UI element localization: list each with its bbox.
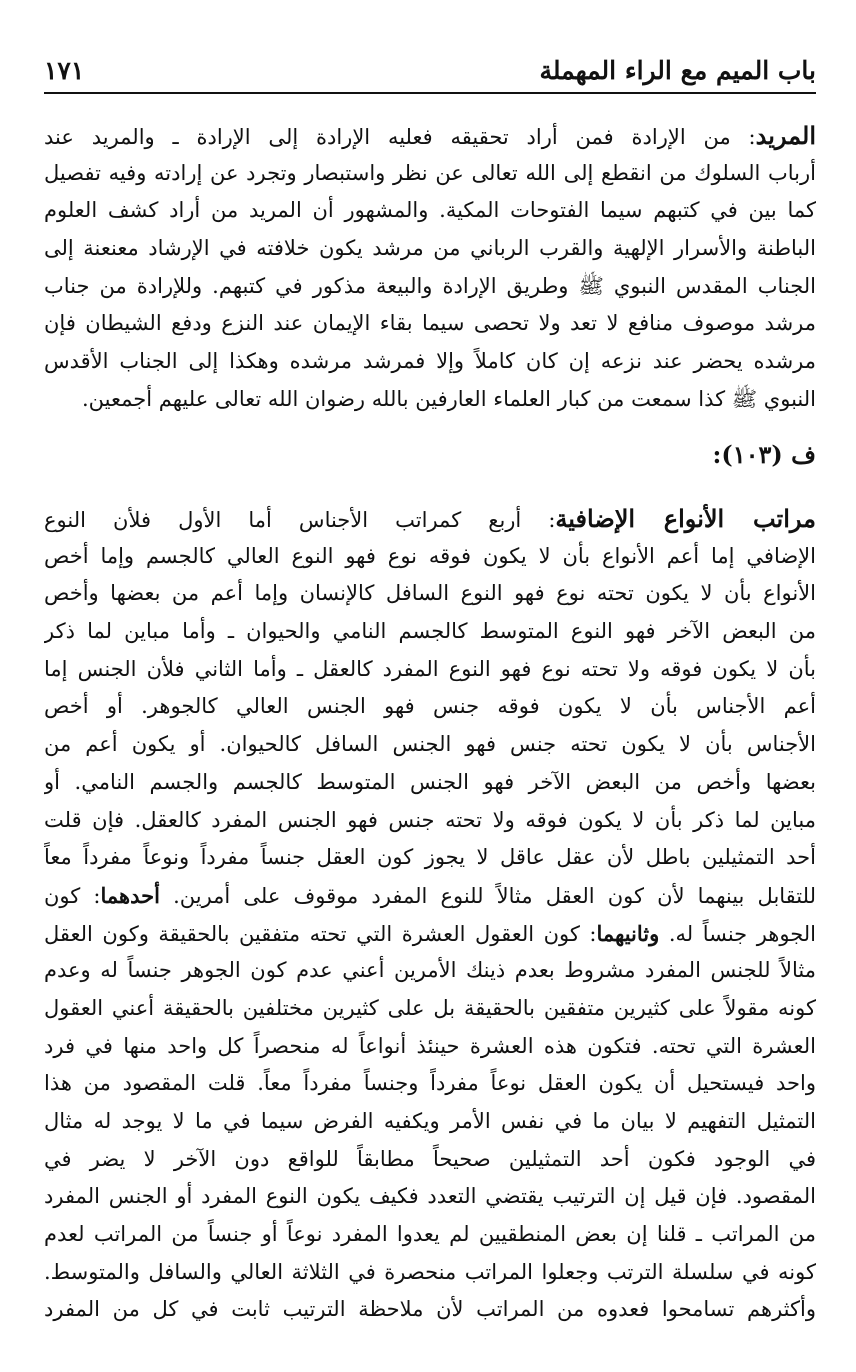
- text-line: أحد التمثيلين باطل لأن عقل عاقل لا يجوز كون العقل جنساً مفرداً ونوعاً مفرداً معاً: [44, 845, 816, 870]
- text-line: من المراتب ـ قلنا إن بعض المنطقيين لم يعدوا المفرد نوعاً أو جنساً من المراتب لعدم: [44, 1222, 816, 1247]
- text-line: كونه في سلسلة الترتب وجعلوا المراتب منحصرة في الثلاثة العالي والسافل والمتوسط.: [44, 1259, 816, 1284]
- entry-text: : كون: [44, 883, 101, 908]
- page-number: ١٧١: [44, 56, 85, 85]
- text-line: الأنواع بأن لا يكون تحته نوع فهو النوع السافل كالإنسان وإما أعم من بعضها وأخص: [44, 581, 816, 606]
- text-line: العشرة التي تحته. فتكون هذه العشرة حينئذ أنواعاً له منحصراً كل واحد منها في فرد: [44, 1033, 816, 1058]
- entry-maratib: [44, 500, 816, 1329]
- text-line: مرشده يحضر عند نزعه إن كان كاملاً وإلا فمرشد مرشده وهكذا إلى الجناب الأقدس: [44, 349, 816, 374]
- text-line: [44, 117, 816, 155]
- text-line: بأن لا يكون فوقه ولا تحته نوع فهو النوع المفرد كالعقل ـ وأما الثاني فلأن الجنس إما: [44, 656, 816, 681]
- text-line: [44, 500, 816, 538]
- page-header: [44, 52, 816, 94]
- bold-keyword: وثانيهما: [596, 920, 660, 946]
- text-line: مرشد موصوف منافع لا تعد ولا تحصى سيما بقاء الإيمان عند النزع ودفع الشيطان فإن: [44, 311, 816, 336]
- text-line: التمثيل التفهيم لا بيان ما في نفس الأمر ويكفيه الفرض سيما في ما لا يوجد له مثال: [44, 1109, 816, 1133]
- text-line: [44, 877, 816, 915]
- text-line: النبوي ﷺ كذا سمعت من كبار العلماء العارفين بالله رضوان الله تعالى عليهم أجمعين.: [82, 386, 816, 411]
- text-line: من البعض الآخر فهو النوع المتوسط كالجسم النامي والحيوان ـ وأما مباين لما ذكر: [44, 619, 816, 644]
- text-line: الباطنة والأسرار الإلهية والقرب الرباني من مرشد يكون خلافته في الإرشاد معنعنة إلى: [44, 236, 816, 261]
- text-line: المقصود. فإن قيل إن الترتيب يقتضي التعدد فكيف يكون النوع المفرد أو الجنس المفرد: [44, 1184, 816, 1209]
- text-line: أرباب السلوك من انقطع إلى الله تعالى عن نظر واستبصار وتجرد عن إرادته وفيه تفصيل: [44, 160, 816, 185]
- text-line: الأجناس بأن لا يكون تحته جنس فهو الجنس السافل كالحيوان. أو يكون أعم من: [44, 732, 816, 757]
- entry-text: : كون العقول العشرة التي تحته متفقين بالحقيقة وكون العقل: [44, 921, 597, 946]
- text-line: [44, 915, 816, 953]
- bold-keyword: أحدهما: [100, 882, 160, 908]
- entry-al-murid: [44, 117, 816, 419]
- entry-term: مراتب الأنواع الإضافية: [555, 504, 816, 533]
- entry-text: : أربع كمراتب الأجناس أما الأول فلأن النوع: [44, 508, 556, 532]
- entry-text: للتقابل بينهما لأن كون العقل مثالاً للنوع المفرد موقوف على أمرين.: [173, 883, 816, 908]
- text-line: الإضافي إما أعم الأنواع بأن لا يكون فوقه نوع فهو النوع العالي كالجسم وإما أخص: [44, 543, 816, 568]
- text-line: وأكثرهم تسامحوا فعدوه من المراتب لأن ملاحظة الترتيب ثابت في كل من المفرد: [44, 1297, 816, 1322]
- text-line: الجناب المقدس النبوي ﷺ وطريق الإرادة والبيعة مذكور في كتبهم. وللإرادة من جناب: [44, 273, 816, 298]
- text-line: بعضها وأخص من البعض الآخر فهو الجنس المتوسط كالجسم والجسم النامي. أو: [44, 769, 816, 794]
- running-title: باب الميم مع الراء المهملة: [539, 56, 816, 85]
- text-line: كونه مقولاً على كثيرين متفقين بالحقيقة بل على كثيرين مختلفين بالحقيقة أعني العقول: [44, 995, 816, 1020]
- entry-text: : من الإرادة فمن أراد تحقيقه فعليه الإرادة إلى الإرادة ـ والمريد عند: [44, 125, 756, 149]
- text-line: مثالاً للجنس المفرد مشروط بعدم ذينك الأمرين أعني عدم كون الجوهر جنساً له وعدم: [44, 958, 816, 983]
- text-line: مباين لما ذكر بأن لا يكون فوقه ولا تحته جنس فهو الجنس المفرد كالعقل. فإن قلت: [44, 807, 816, 832]
- entry-text: الجوهر جنساً له.: [668, 921, 816, 946]
- text-line: واحد فيستحيل أن يكون العقل نوعاً مفرداً وجنساً مفرداً معاً. قلت المقصود من هذا: [44, 1071, 816, 1096]
- text-line: أعم الأجناس بأن لا يكون فوقه جنس فهو الجنس العالي كالجوهر. أو أخص: [44, 694, 816, 719]
- entry-term: المريد: [755, 121, 816, 150]
- text-line: كما بين في كتبهم سيما الفتوحات المكية. والمشهور أن المريد من أراد كشف العلوم: [44, 198, 816, 223]
- section-heading: ف (١٠٣):: [712, 440, 816, 469]
- text-line: في الوجود فكون أحد التمثيلين صحيحاً مطابقاً للواقع دون الآخر لا يضر في: [44, 1146, 816, 1171]
